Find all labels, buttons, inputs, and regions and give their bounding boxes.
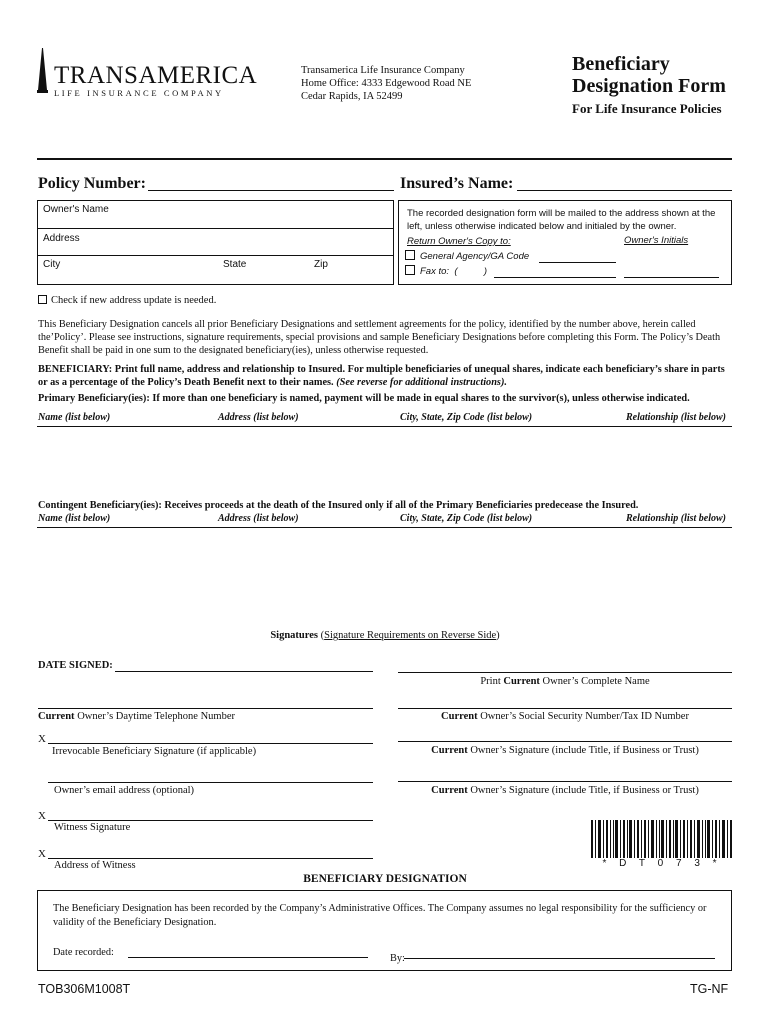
agency-checkbox[interactable] (405, 250, 415, 260)
date-signed-label: DATE SIGNED: (38, 660, 113, 671)
signatures-heading: Signatures (Signature Requirements on Reverse Side) (270, 630, 500, 641)
mailing-note: The recorded designation form will be mailed to the address shown at the left, unless otherwise indicated below and initialed by the owner. (407, 208, 716, 232)
insured-name-label: Insured’s Name: (400, 175, 514, 192)
print-owner-text: Owner’s Complete Name (539, 676, 650, 687)
recorded-box (37, 890, 732, 971)
address-line-2: Home Office: 4333 Edgewood Road NE (301, 78, 472, 89)
contingent-col-city: City, State, Zip Code (list below) (400, 513, 533, 524)
company-logo (34, 48, 258, 98)
registered-mark: ® (40, 84, 46, 92)
witness-x: X (38, 810, 46, 822)
owner-sig-2-current: Current (431, 785, 468, 796)
signatures-title: Signatures (270, 630, 318, 641)
barcode-image (591, 820, 733, 858)
primary-beneficiary-entry-area[interactable] (37, 427, 732, 497)
mailing-instructions-box (398, 200, 732, 285)
owner-initials-label: Owner's Initials (624, 235, 689, 246)
witness-signature-field[interactable] (48, 820, 373, 821)
owner-info-box (37, 200, 394, 285)
header-rule (37, 158, 732, 160)
beneficiary-instructions-italic: (See reverse for additional instructions). (336, 377, 507, 388)
brand-name: TRANSAMERICA (54, 62, 258, 89)
print-current: Current (503, 676, 540, 687)
brand-subtitle: LIFE INSURANCE COMPANY (54, 88, 224, 98)
form-title (572, 53, 726, 117)
fax-label: Fax to: ( ) (420, 266, 488, 277)
ssn-field[interactable] (398, 708, 732, 709)
owner-name-divider (38, 228, 393, 229)
contingent-beneficiary-entry-area[interactable] (37, 528, 732, 623)
irrevocable-label: Irrevocable Beneficiary Signature (if applicable) (52, 746, 257, 757)
recorded-by-field[interactable] (404, 958, 715, 959)
phone-label (38, 711, 235, 722)
policy-number-field[interactable] (148, 190, 394, 191)
address-line-3: Cedar Rapids, IA 52499 (301, 91, 403, 102)
owner-signature-2-label (398, 785, 732, 796)
agency-row (405, 250, 529, 262)
witness-address-field[interactable] (48, 858, 373, 859)
new-address-check-row (38, 295, 216, 306)
date-recorded-field[interactable] (128, 957, 368, 958)
contingent-col-address: Address (list below) (218, 513, 299, 524)
fax-checkbox[interactable] (405, 265, 415, 275)
agency-label: General Agency/GA Code (420, 251, 530, 262)
owner-name-field[interactable] (398, 672, 732, 673)
address-divider (38, 255, 393, 256)
irrevocable-x: X (38, 733, 46, 745)
address-line-1: Transamerica Life Insurance Company (301, 65, 465, 76)
by-label: By: (390, 953, 405, 964)
initials-field[interactable] (624, 277, 719, 278)
date-recorded-label: Date recorded: (53, 947, 114, 958)
company-address (301, 64, 471, 103)
owner-name-label: Owner's Name (43, 204, 109, 215)
owner-signature-2-field[interactable] (398, 781, 732, 782)
owner-sig-2-text: Owner’s Signature (include Title, if Business or Trust) (467, 785, 699, 796)
agency-field[interactable] (539, 262, 616, 263)
witness-address-x: X (38, 848, 46, 860)
primary-beneficiary-label: Primary Beneficiary(ies): If more than one beneficiary is named, payment will be made in equal shares to the survivor(s), unless otherwise indicated. (38, 393, 690, 404)
phone-label-text: Owner’s Daytime Telephone Number (74, 711, 235, 722)
print-prefix: Print (480, 676, 504, 687)
contingent-col-relationship: Relationship (list below) (626, 513, 727, 524)
owner-sig-1-current: Current (431, 745, 468, 756)
owner-complete-name-label (398, 676, 732, 687)
phone-current: Current (38, 711, 75, 722)
zip-label: Zip (314, 259, 328, 270)
owner-signature-1-field[interactable] (398, 741, 732, 742)
state-label: State (223, 259, 247, 270)
fax-row (405, 265, 487, 277)
form-code-left: TOB306M1008T (38, 982, 131, 996)
owner-sig-1-text: Owner’s Signature (include Title, if Business or Trust) (467, 745, 699, 756)
recorded-text: The Beneficiary Designation has been recorded by the Company’s Administrative Offices. The Company assumes no legal responsibility for the sufficiency or validity of the Beneficiary Designation. (53, 903, 707, 928)
recorded-heading: BENEFICIARY DESIGNATION (303, 873, 467, 885)
intro-paragraph: This Beneficiary Designation cancels all prior Beneficiary Designations and settlement agreements for the policy, identified by the number above, herein called the’Policy’. Please see instructions, signature requirements, special provisions and sample Beneficiary Designations before completing this Form. The Policy’s Death Benefit shall be paid in one sum to the designated beneficiary(ies), unless otherwise requested. (38, 319, 721, 356)
new-address-label: Check if new address update is needed. (51, 295, 217, 306)
contingent-beneficiary-label: Contingent Beneficiary(ies): Receives proceeds at the death of the Insured only if all of the Primary Beneficiaries predecease the Insured. (38, 500, 639, 511)
new-address-checkbox[interactable] (38, 295, 47, 304)
ssn-label (398, 711, 732, 722)
insured-name-field[interactable] (517, 190, 732, 191)
email-label: Owner’s email address (optional) (54, 785, 195, 796)
primary-col-relationship: Relationship (list below) (626, 412, 727, 423)
phone-field[interactable] (38, 708, 373, 709)
address-label: Address (43, 233, 80, 244)
irrevocable-signature-field[interactable] (48, 743, 373, 744)
beneficiary-instructions (38, 363, 733, 389)
signature-requirements-note: Signature Requirements on Reverse Side (324, 630, 497, 641)
beneficiary-instructions-bold: BENEFICIARY: Print full name, address and relationship to Insured. For multiple beneficiaries of unequal shares, indicate each beneficiary’s share in parts or as a percentage of the Policy’s Death Benefit next to their names. (38, 364, 725, 388)
form-title-line-2: Designation Form (572, 75, 726, 97)
email-field[interactable] (48, 782, 373, 783)
witness-label: Witness Signature (54, 822, 131, 833)
policy-number-label: Policy Number: (38, 175, 146, 192)
primary-col-address: Address (list below) (218, 412, 299, 423)
owner-signature-1-label (398, 745, 732, 756)
city-label: City (43, 259, 61, 270)
ssn-current: Current (441, 711, 478, 722)
primary-col-name: Name (list below) (38, 412, 111, 423)
form-subtitle: For Life Insurance Policies (572, 101, 722, 116)
fax-number-field[interactable] (494, 277, 616, 278)
barcode-text: * D T 0 7 3 * (602, 858, 722, 869)
return-copy-label: Return Owner's Copy to: (407, 236, 511, 247)
form-code-right: TG-NF (690, 982, 729, 996)
contingent-col-name: Name (list below) (38, 513, 111, 524)
witness-address-label: Address of Witness (54, 860, 136, 871)
form-title-line-1: Beneficiary (572, 53, 670, 75)
ssn-label-text: Owner’s Social Security Number/Tax ID Number (477, 711, 689, 722)
date-signed-field[interactable] (115, 671, 373, 672)
primary-col-city: City, State, Zip Code (list below) (400, 412, 533, 423)
